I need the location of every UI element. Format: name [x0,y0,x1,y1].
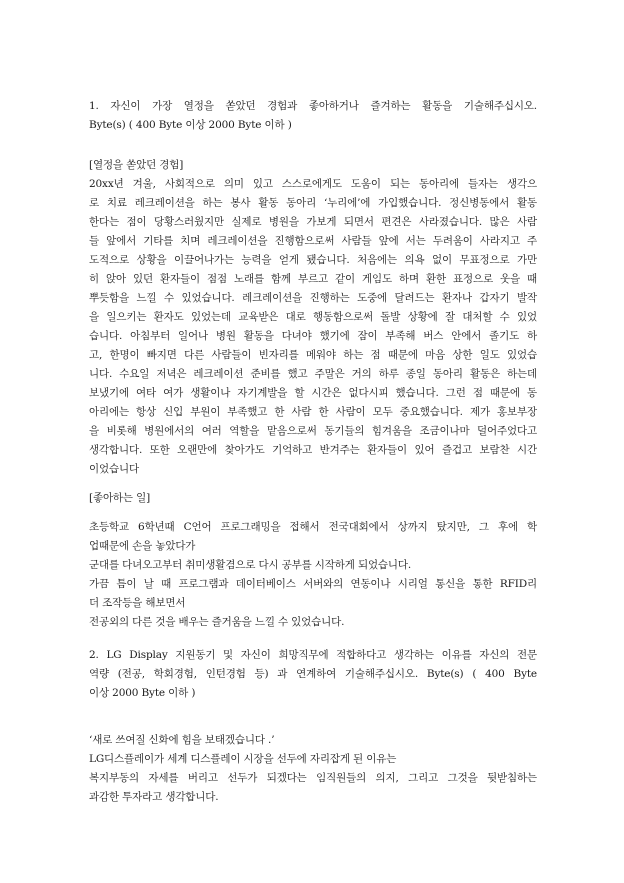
text-line: 히 앉아 있던 환자들이 점점 노래를 함께 부르고 같이 게임도 하며 환한 표정으로 웃을 때 [89,273,537,285]
text-line: 군대를 다녀오고부터 취미생활겸으로 다시 공부를 시작하게 되었습니다. [89,559,412,571]
question-2-line: 2. LG Display 지원동기 및 자신이 희망직무에 적합하다고 생각하는 이유를 자신의 전문 [89,649,537,661]
text-line: 이었습니다 [89,463,139,475]
text-line: 들 앞에서 기타를 치며 레크레이션을 진행함으로써 사람들 앞에 서는 두려움이 사라지고 주 [89,235,537,247]
text-line: 고, 한명이 빠지면 다른 사람들이 빈자리를 메워야 하는 점 때문에 마음 상한 일도 있었습 [89,349,537,361]
text-line: 가끔 틈이 날 때 프로그램과 데이터베이스 서버와의 연동이나 시리얼 통신을 통한 RFID리 [89,578,537,590]
question-1-line-2: Byte(s) ( 400 Byte 이상 2000 Byte 이하 ) [89,119,292,131]
text-line: 습니다. 아침부터 일어나 병원 활동을 다녀야 했기에 잠이 부족해 버스 안에서 졸기도 하 [89,330,537,342]
text-line: 뿌듯함을 느낄 수 있었습니다. 레크레이션을 진행하는 도중에 달려드는 환자나 갑자기 발작 [89,292,537,304]
text-line: ‘새로 쓰여질 신화에 힘을 보태겠습니다 .’ [89,734,275,746]
text-line: 보냈기에 여타 여가 생활이나 자기계발을 할 시간은 없다시피 했습니다. 그런 점 때문에 동 [89,387,537,399]
question-2-line: 이상 2000 Byte 이하 ) [89,687,196,699]
text-line: LG디스플레이가 세계 디스플레이 시장을 선두에 자리잡게 된 이유는 [89,753,397,765]
text-line: 로 치료 레크레이션을 하는 봉사 활동 동아리 ‘누리에’에 가입했습니다. 정신병동에서 활동 [89,197,537,209]
question-1-line-1: 1. 자신이 가장 열정을 쏟았던 경험과 좋아하거나 즐겨하는 활동을 기술해주십시오. [89,100,537,112]
text-line: 더 조작등을 해보면서 [89,597,186,609]
text-line: 과감한 투자라고 생각합니다. [89,791,219,803]
text-line: 니다. 수요일 저녁은 레크레이션 준비를 했고 주말은 거의 하루 종일 동아리 활동은 하는데 [89,368,537,380]
text-line: 초등학교 6학년때 C언어 프로그래밍을 접해서 전국대회에서 상까지 탔지만, 그 후에 학 [89,521,537,533]
text-line: 한다는 점이 당황스러웠지만 실제로 병원을 가보게 되면서 편견은 사라졌습니다. 많은 사람 [89,216,537,228]
text-line: 전공외의 다른 것을 배우는 즐거움을 느낄 수 있었습니다. [89,616,345,628]
text-line: 업때문에 손을 놓았다가 [89,540,196,552]
text-line: 을 일으키는 환자도 있었는데 교육받은 대로 행동함으로써 돌발 상황에 잘 대처할 수 있었 [89,311,537,323]
text-line: 도적으로 상황을 이끌어나가는 능력을 얻게 됐습니다. 처음에는 의욕 없이 무표정으로 가만 [89,254,537,266]
text-line: 을 비롯해 병원에서의 여러 역할을 맡음으로써 동기들의 힘겨움을 조금이나마 덜어주었다고 [89,425,537,437]
text-line: 아리에는 항상 신입 부원이 부족했고 한 사람 한 사람이 모두 중요했습니다. 제가 홍보부장 [89,406,537,418]
section-heading-passion: [열정을 쏟았던 경험] [89,159,184,171]
text-line: 생각합니다. 또한 오랜만에 찾아가도 기억하고 반겨주는 환자들이 있어 즐겁고 보람찬 시간 [89,444,537,456]
text-line: 20xx년 겨울, 사회적으로 의미 있고 스스로에게도 도움이 되는 동아리에 들자는 생각으 [89,178,537,190]
question-2-line: 역량 (전공, 학회경험, 인턴경험 등) 과 연계하여 기술해주십시오. Byte(s) ( 400 Byte [89,668,537,680]
section-heading-likes: [좋아하는 일] [89,492,151,504]
text-line: 복지부동의 자세를 버리고 선두가 되겠다는 임직원들의 의지, 그리고 그것을 뒷받침하는 [89,772,537,784]
